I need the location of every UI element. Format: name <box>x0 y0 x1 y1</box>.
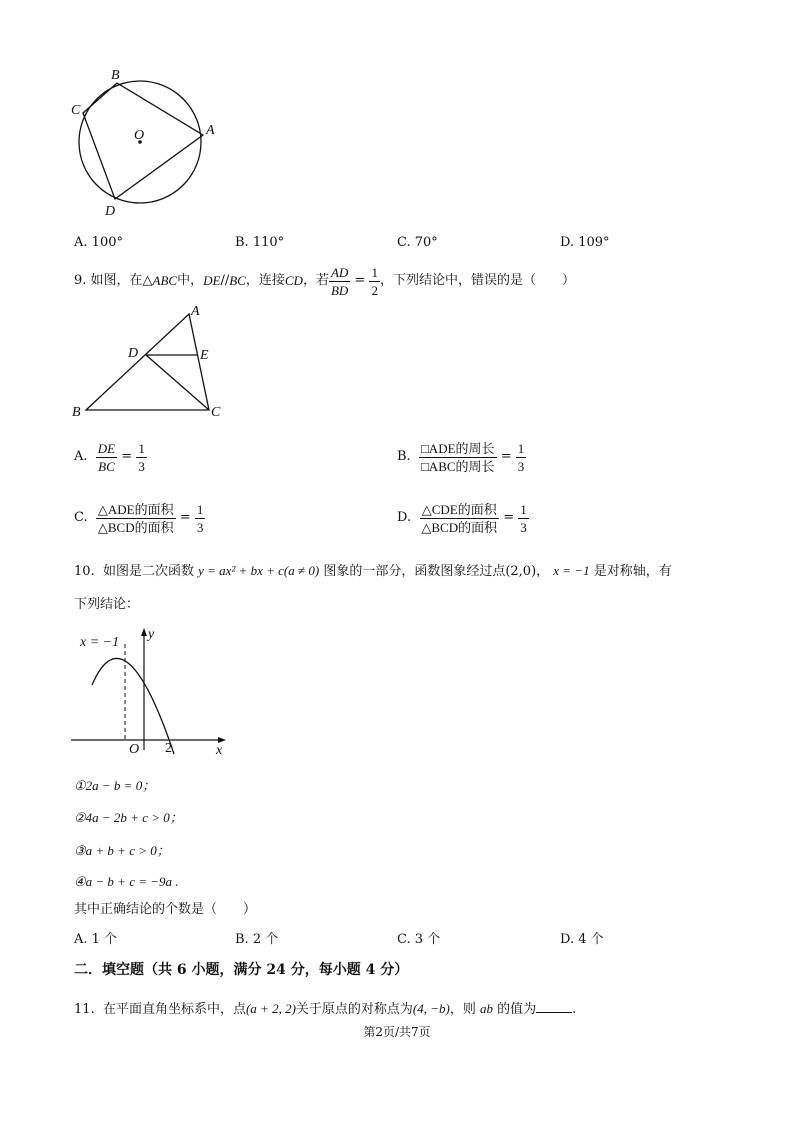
stem-text: 在平面直角坐标系中，点 <box>102 1002 246 1017</box>
stem-math: ab <box>480 1001 493 1016</box>
q8-circle-figure <box>60 62 230 222</box>
q9-option-b[interactable] <box>397 436 526 478</box>
option-letter: A. <box>74 449 88 464</box>
q10-option-c[interactable]: C. 3 个 <box>397 932 441 947</box>
equals-sign: = <box>500 449 512 464</box>
stem-text: 图象的一部分，函数图象经过点(2,0)， <box>319 564 554 579</box>
stem-text: ，下列结论中，错误的是（ ） <box>379 273 575 288</box>
q10-conclusion-3: ③a + b + c > 0； <box>74 843 170 858</box>
triangle-abc <box>86 314 209 410</box>
stem-math: y = ax² + bx + c(a ≠ 0) <box>198 563 320 578</box>
stem-text: 如图，在△ <box>90 273 153 288</box>
label-d: D <box>128 346 139 361</box>
q9-option-c[interactable] <box>74 497 205 539</box>
stem-text: // <box>220 273 230 288</box>
stem-text: 关于原点的对称点为 <box>295 1002 413 1017</box>
option-value-fraction <box>518 501 529 536</box>
fraction-numerator: 1 <box>517 440 525 456</box>
section-2-heading: 二．填空题（共 6 小题，满分 24 分，每小题 4 分） <box>74 962 409 978</box>
stem-math: x = −1 <box>553 563 590 578</box>
fraction-numerator: △ADE的面积 <box>97 501 174 517</box>
q9-stem: 9. 如图，在△ ABC 中， DE // BC ，连接 CD ，若 $\frac{AD}{BD}$ = $\frac{1}{2}$ ，下列结论中，错误的是（ ） <box>74 264 575 298</box>
option-letter: C. <box>397 235 411 250</box>
option-letter: B. <box>235 235 249 250</box>
stem-text: . <box>572 1002 577 1017</box>
option-letter: A. <box>74 235 88 250</box>
label-a: A <box>191 304 200 319</box>
fraction-numerator: DE <box>97 440 116 456</box>
q10-option-b[interactable]: B. 2 个 <box>235 932 279 947</box>
stem-math: CD <box>284 273 303 288</box>
option-text: 70° <box>414 235 438 250</box>
stem-text: 的值为 <box>493 1002 537 1017</box>
q10-conclusion-1: ①2a − b = 0； <box>74 778 156 793</box>
q10-parabola-figure <box>66 622 241 757</box>
y-axis-arrow <box>141 628 147 636</box>
fraction-numerator: △CDE的面积 <box>421 501 497 517</box>
q11-stem <box>74 1000 576 1018</box>
fraction-denominator: BD <box>330 282 349 298</box>
option-fraction <box>96 440 117 475</box>
option-text: 110° <box>252 235 285 250</box>
q10-conclusion-2: ②4a − 2b + c > 0； <box>74 810 183 825</box>
fraction-denominator: 2 <box>371 282 378 298</box>
label-e: E <box>200 348 209 363</box>
q10-question: 其中正确结论的个数是（ ） <box>74 902 257 917</box>
option-fraction <box>96 501 176 536</box>
equals-sign: = <box>121 449 133 464</box>
option-text: 100° <box>91 235 123 250</box>
page-footer: 第2页/共7页 <box>363 1025 431 1039</box>
ratio-value-fraction <box>369 264 380 299</box>
label-b: B <box>111 68 120 83</box>
q9-triangle-figure <box>66 300 236 422</box>
stem-text: 是对称轴，有 <box>589 564 672 579</box>
fraction-numerator: AD <box>330 264 349 280</box>
option-text: 109° <box>578 235 610 250</box>
question-number: 10. <box>74 564 95 579</box>
fraction-denominator: △BCD的面积 <box>97 519 174 535</box>
q8-option-b[interactable] <box>235 235 284 251</box>
stem-math: ABC <box>152 273 178 288</box>
option-fraction <box>419 501 499 536</box>
label-y: y <box>148 627 155 642</box>
stem-text: ，连接 <box>245 273 285 288</box>
equals-sign: = <box>179 510 191 525</box>
q8-option-a[interactable] <box>74 235 123 251</box>
q8-option-c[interactable] <box>397 235 438 251</box>
fraction-denominator: BC <box>98 458 115 474</box>
q9-option-a[interactable] <box>74 436 147 478</box>
stem-text: ，则 <box>449 1002 480 1017</box>
fraction-denominator: 3 <box>517 458 525 474</box>
q10-option-d[interactable]: D. 4 个 <box>560 932 604 947</box>
stem-text: 中， <box>177 273 204 288</box>
option-fraction <box>419 440 497 475</box>
fraction-numerator: 1 <box>138 440 145 456</box>
stem-math: (a + 2, 2) <box>245 1001 296 1016</box>
fraction-denominator: 3 <box>520 519 527 535</box>
label-d: D <box>105 204 116 219</box>
stem-text: ，若 <box>302 273 329 288</box>
label-b: B <box>72 405 81 420</box>
option-value-fraction <box>195 501 206 536</box>
fraction-numerator: 1 <box>520 501 527 517</box>
label-two: 2 <box>165 741 172 756</box>
fraction-denominator: 3 <box>196 519 204 535</box>
option-letter: C. <box>74 510 88 525</box>
fraction-numerator: □ADE的周长 <box>420 440 495 456</box>
q8-option-d[interactable] <box>560 235 610 251</box>
fraction-denominator: 3 <box>138 458 145 474</box>
q10-stem-line2: 下列结论： <box>74 597 140 612</box>
option-value-fraction <box>516 440 527 475</box>
q10-option-a[interactable]: A. 1 个 <box>74 932 118 947</box>
option-letter: D. <box>397 510 412 525</box>
stem-math: (4, −b) <box>412 1001 450 1016</box>
label-c: C <box>211 405 221 420</box>
question-number: 9. <box>74 273 87 288</box>
q10-conclusion-4: ④a − b + c = −9a . <box>74 874 179 889</box>
option-letter: D. <box>560 235 575 250</box>
fraction-numerator: 1 <box>196 501 204 517</box>
label-symmetry-axis: x = −1 <box>80 635 120 650</box>
fraction-numerator: 1 <box>371 264 378 280</box>
label-o: O <box>134 128 145 143</box>
fraction-denominator: △BCD的面积 <box>421 519 498 535</box>
label-c: C <box>71 103 81 118</box>
stem-math: BC <box>229 273 246 288</box>
stem-math: DE <box>203 273 221 288</box>
label-a: A <box>206 123 215 138</box>
question-number: 11. <box>74 1002 95 1017</box>
q9-option-d[interactable] <box>397 497 529 539</box>
stem-text: 如图是二次函数 <box>102 564 199 579</box>
fraction-denominator: □ABC的周长 <box>420 458 495 474</box>
equals-sign: = <box>503 510 515 525</box>
q10-stem-line1 <box>74 563 672 580</box>
ratio-fraction <box>329 264 350 299</box>
answer-blank[interactable] <box>536 1000 572 1013</box>
option-value-fraction <box>136 440 147 475</box>
option-letter: B. <box>397 449 411 464</box>
label-o: O <box>129 742 140 757</box>
label-x: x <box>216 743 223 757</box>
